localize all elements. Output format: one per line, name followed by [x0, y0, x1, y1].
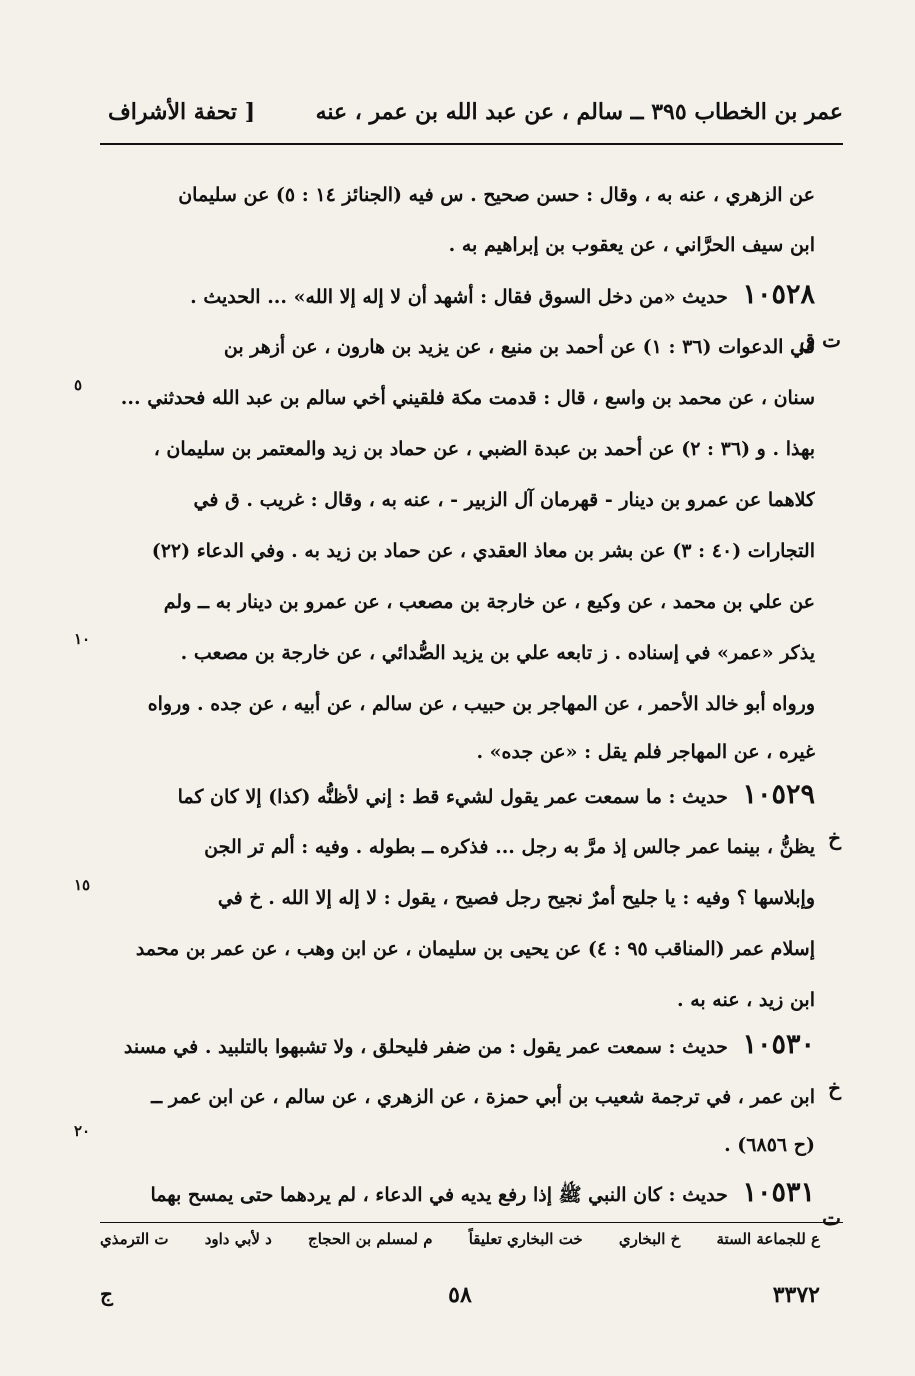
- source-mark: خ: [828, 826, 841, 850]
- abbrev-item: خت البخاري تعليقاً: [468, 1230, 583, 1248]
- source-mark: ت: [822, 1206, 841, 1230]
- text-line: (ح ٦٨٥٦) .: [724, 1134, 815, 1156]
- text-line: سنان ، عن محمد بن واسع ، قال : قدمت مكة فلقيني أخي سالم بن عبد الله فحدثني ...: [120, 387, 815, 409]
- source-mark: خ: [828, 1076, 841, 1100]
- text-line: بهذا . و (٣٦ : ٢) عن أحمد بن عبدة الضبي ، عن حماد بن زيد والمعتمر بن سليمان ،: [153, 438, 815, 460]
- page-footer: [100, 1282, 820, 1312]
- text-line: حديث : سمعت عمر يقول : من ضفر فليحلق ، ولا تشبهوا بالتلبيد . في مسند: [123, 1036, 728, 1058]
- abbrev-item: ت الترمذي: [100, 1230, 169, 1248]
- hadith-line-10530: [110, 1030, 815, 1060]
- page-number: ٣٣٧٢: [772, 1282, 820, 1308]
- header-rule: [100, 143, 843, 145]
- entry-number: ١٠٥٢٨: [742, 280, 815, 310]
- text-line: غيره ، عن المهاجر فلم يقل : «عن جده» .: [476, 741, 815, 763]
- text-line: حديث : كان النبي ﷺ إذا رفع يديه في الدعاء ، لم يردهما حتى يمسح بهما: [150, 1184, 728, 1206]
- text-line: في الدعوات (٣٦ : ١) عن أحمد بن منيع ، عن يزيد بن هارون ، عن أزهر بن: [223, 336, 815, 358]
- footnote-rule: [100, 1222, 843, 1223]
- entry-number: ١٠٥٢٩: [742, 780, 815, 810]
- text-line: عن الزهري ، عنه به ، وقال : حسن صحيح . س فيه (الجنائز ١٤ : ٥) عن سليمان: [178, 184, 815, 206]
- source-mark: ت ق: [799, 328, 841, 352]
- line-number: ٥: [74, 376, 83, 394]
- entry-number: ١٠٥٣٠: [742, 1030, 815, 1060]
- running-header: [108, 92, 843, 132]
- entry-number: ١٠٥٣١: [742, 1178, 815, 1208]
- text-line: ابن عمر ، في ترجمة شعيب بن أبي حمزة ، عن الزهري ، عن سالم ، عن ابن عمر ــ: [151, 1086, 815, 1108]
- text-line: التجارات (٤٠ : ٣) عن بشر بن معاذ العقدي ، عن حماد بن زيد به . وفي الدعاء (٢٢): [151, 540, 815, 562]
- abbreviation-key: [100, 1230, 820, 1260]
- signature-number: ٥٨: [448, 1282, 472, 1308]
- text-line: يظنُّ ، بينما عمر جالس إذ مرَّ به رجل ... فذكره ــ بطوله . وفيه : ألم تر الجن: [204, 836, 815, 858]
- abbrev-item: م لمسلم بن الحجاج: [308, 1230, 433, 1248]
- hadith-line-10529: [110, 780, 815, 810]
- text-line: وإبلاسها ؟ وفيه : يا جليح أمرٌ نجيح رجل فصيح ، يقول : لا إله إلا الله . خ في: [217, 887, 815, 909]
- line-number: ١٥: [74, 876, 91, 894]
- abbrev-item: خ البخاري: [618, 1230, 681, 1248]
- line-number: ١٠: [74, 630, 91, 648]
- line-number: ٢٠: [74, 1122, 91, 1140]
- text-line: عن علي بن محمد ، عن وكيع ، عن خارجة بن مصعب ، عن عمرو بن دينار به ــ ولم: [163, 591, 815, 613]
- hadith-line-10528: [110, 280, 815, 310]
- header-title: عمر بن الخطاب ٣٩٥ ــ سالم ، عن عبد الله بن عمر ، عنه: [315, 99, 843, 125]
- volume-mark: ج: [100, 1282, 113, 1306]
- text-line: إسلام عمر (المناقب ٩٥ : ٤) عن يحيى بن سليمان ، عن ابن وهب ، عن عمر بن محمد: [135, 938, 815, 960]
- text-line: ابن سيف الحرَّاني ، عن يعقوب بن إبراهيم به .: [448, 234, 815, 256]
- header-book-name: [ تحفة الأشراف: [108, 99, 256, 125]
- abbrev-item: ع للجماعة الستة: [716, 1230, 820, 1248]
- text-line: كلاهما عن عمرو بن دينار - قهرمان آل الزبير - ، عنه به ، وقال : غريب . ق في: [193, 489, 815, 511]
- text-line: ورواه أبو خالد الأحمر ، عن المهاجر بن حبيب ، عن سالم ، عن أبيه ، عن جده . ورواه: [147, 693, 815, 715]
- text-line: يذكر «عمر» في إسناده . ز تابعه علي بن يزيد الصُّدائي ، عن خارجة بن مصعب .: [180, 642, 815, 664]
- abbrev-item: د لأبي داود: [204, 1230, 272, 1248]
- hadith-line-10531: [110, 1178, 815, 1208]
- text-line: حديث : ما سمعت عمر يقول لشيء قط : إني لأظنُّه (كذا) إلا كان كما: [177, 786, 728, 808]
- text-line: ابن زيد ، عنه به .: [676, 989, 815, 1011]
- text-line: حديث «من دخل السوق فقال : أشهد أن لا إله إلا الله» ... الحديث .: [190, 286, 728, 308]
